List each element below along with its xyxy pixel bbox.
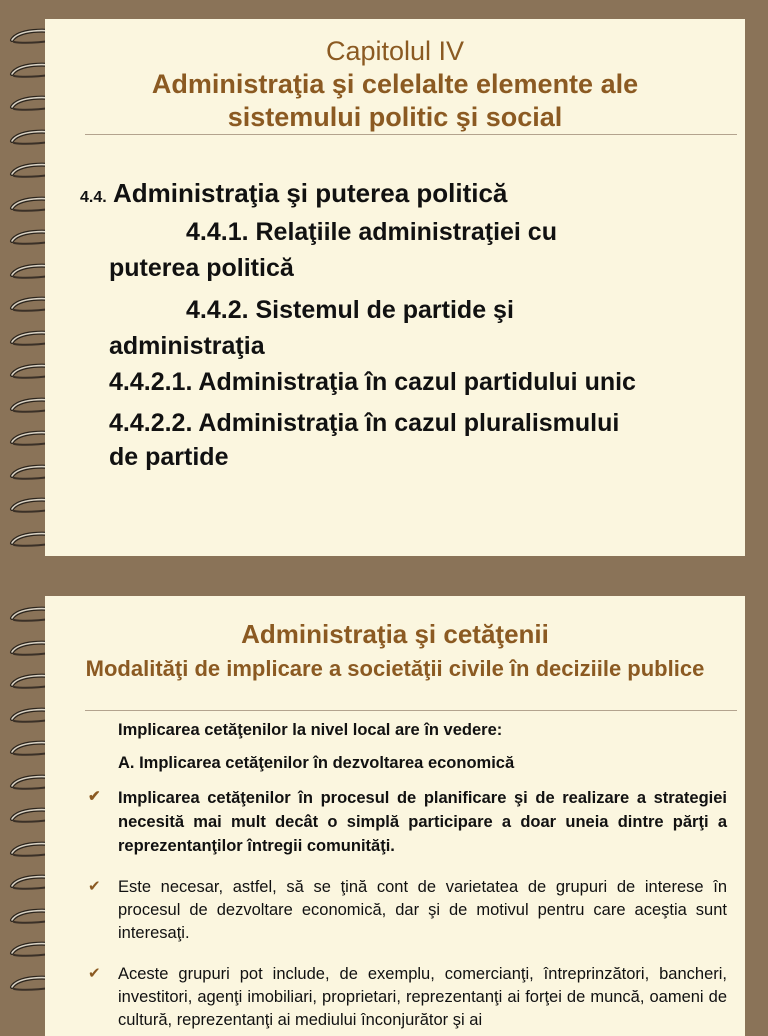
title-divider (85, 710, 737, 711)
intro-text: Implicarea cetăţenilor la nivel local are în vedere: (118, 721, 503, 739)
toc-item-line: puterea politică (109, 254, 294, 282)
slide2-main-title: Administraţia şi cetăţenii (241, 619, 549, 649)
toc-item-line: 4.4.1. Relaţiile administraţiei cu (186, 218, 557, 246)
section-heading (80, 177, 742, 214)
toc-item-4-4-2-2 (80, 406, 742, 474)
toc-item-line: administraţia (109, 332, 265, 360)
chapter-label: Capitolul IV (325, 36, 465, 66)
section-title: Administraţia şi puterea politică (112, 178, 508, 208)
title-line-1: Administraţia şi celelalte elemente ale (151, 69, 639, 99)
slide2-title (45, 618, 745, 684)
table-of-contents (80, 177, 742, 474)
section-number: 4.4. (80, 189, 107, 206)
check-icon: ✔ (88, 788, 101, 805)
toc-item-4-4-2 (80, 292, 742, 364)
slide2-body (88, 720, 727, 1032)
slide2-subtitle: Modalităţi de implicare a societăţii civile în deciziile publice (85, 656, 705, 681)
toc-item-line: 4.4.2. Sistemul de partide şi (186, 296, 514, 324)
list-item (88, 963, 727, 1032)
heading-a: A. Implicarea cetăţenilor în dezvoltarea economică (118, 754, 515, 772)
slide-chapter-iv (45, 19, 745, 556)
bullet-text: Implicarea cetăţenilor în procesul de planificare şi de realizare a strategiei necesită mai mult decât o simplă participare a doar uneia dintre părţi a reprezentanţilor întregii comunităţi. (118, 789, 727, 855)
toc-item-line: 4.4.2.1. Administraţia în cazul partidului unic (109, 368, 636, 396)
list-item (88, 876, 727, 945)
check-icon: ✔ (88, 965, 101, 982)
slide-administratia-si-cetatenii (45, 596, 745, 1036)
title-divider (85, 134, 737, 135)
toc-item-4-4-1 (80, 214, 742, 286)
list-item (88, 786, 727, 858)
title-line-2: sistemului politic şi social (227, 102, 563, 132)
check-icon: ✔ (88, 878, 101, 895)
slide1-title (45, 35, 745, 134)
toc-item-line: 4.4.2.2. Administraţia în cazul pluralismului (109, 409, 620, 437)
bullet-text: Aceste grupuri pot include, de exemplu, comercianţi, întreprinzători, bancheri, investitori, agenţi imobiliari, proprietari, reprezentanţi ai forţei de muncă, oameni de cultură, reprezentanţi ai mediului înconjurător şi ai (118, 965, 727, 1029)
toc-item-4-4-2-1 (80, 364, 742, 400)
bullet-text: Este necesar, astfel, să se ţină cont de varietatea de grupuri de interese în procesul de dezvoltare economică, dar şi de motivul pentru care aceştia sunt interesaţi. (118, 878, 727, 942)
toc-item-line: de partide (109, 443, 229, 471)
